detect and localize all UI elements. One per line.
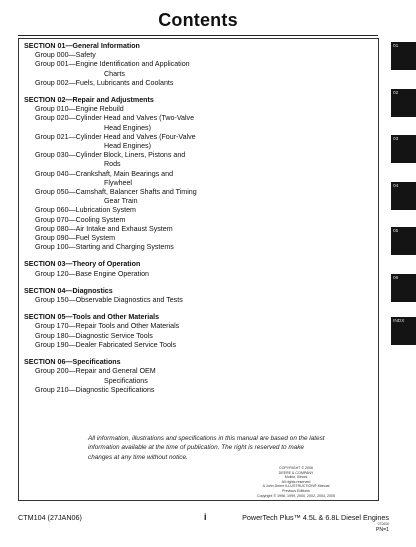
group-title: Cylinder Block, Liners, Pistons and <box>75 151 186 160</box>
group-title: Starting and Charging Systems <box>75 243 174 252</box>
group-number: Group 150— <box>35 296 76 305</box>
group-title: Crankshaft, Main Bearings and <box>75 169 174 178</box>
section-title[interactable]: SECTION 02—Repair and Adjustments <box>24 96 154 105</box>
group-entry[interactable] <box>24 225 354 234</box>
copyright-line: DEERE & COMPANY <box>278 470 314 475</box>
group-title-continued: Rods <box>104 160 121 169</box>
group-number: Group 080— <box>35 224 76 233</box>
manual-title: PowerTech Plus™ 4.5L & 6.8L Diesel Engines <box>242 513 389 522</box>
section-tabs <box>391 42 416 352</box>
group-title: Cooling System <box>75 215 126 224</box>
group-number: Group 200— <box>35 367 76 376</box>
group-title: Diagnostic Specifications <box>75 385 155 394</box>
group-title-continued: Head Engines) <box>104 123 151 132</box>
group-entry[interactable] <box>24 296 354 305</box>
group-title: Fuel System <box>75 234 116 243</box>
group-entry[interactable] <box>24 234 354 243</box>
group-title: Fuels, Lubricants and Coolants <box>75 78 174 87</box>
section-title[interactable]: SECTION 03—Theory of Operation <box>24 260 141 269</box>
copyright-line: Previous Editions <box>282 488 310 493</box>
section-tab[interactable]: INDX <box>391 317 416 345</box>
group-entry[interactable] <box>24 341 354 350</box>
group-title: Observable Diagnostics and Tests <box>75 296 183 305</box>
section-tab[interactable]: 04 <box>391 182 416 210</box>
group-entry[interactable] <box>24 386 354 395</box>
section-tab[interactable]: 01 <box>391 42 416 70</box>
group-number: Group 001— <box>35 60 76 69</box>
group-title: Camshaft, Balancer Shafts and Timing <box>75 188 197 197</box>
group-entry[interactable] <box>24 114 354 123</box>
group-title: Repair Tools and Other Materials <box>75 322 180 331</box>
group-title-continued: Specifications <box>104 376 148 385</box>
group-entry[interactable] <box>24 322 354 331</box>
section-block <box>24 287 354 305</box>
section-tab[interactable]: 06 <box>391 274 416 302</box>
group-title: Dealer Fabricated Service Tools <box>75 340 177 349</box>
group-number: Group 210— <box>35 385 76 394</box>
group-entry[interactable] <box>24 206 354 215</box>
group-title: Safety <box>75 51 96 60</box>
copyright-line: COPYRIGHT © 2006 <box>279 466 313 470</box>
group-title-continued: Head Engines) <box>104 142 151 151</box>
group-number: Group 010— <box>35 105 76 114</box>
section-tab[interactable]: 02 <box>391 89 416 117</box>
section-title[interactable]: SECTION 06—Specifications <box>24 358 121 367</box>
group-number: Group 030— <box>35 151 76 160</box>
group-number: Group 090— <box>35 234 76 243</box>
group-title: Cylinder Head and Valves (Two-Valve <box>75 114 195 123</box>
group-entry[interactable] <box>24 79 354 88</box>
section-tab[interactable]: 05 <box>391 227 416 255</box>
sections-list <box>24 42 354 403</box>
copyright-line: A John Deere ILLUSTRUCTION® Manual <box>262 484 330 489</box>
disclaimer-notice: All information, illustrations and specifications in this manual are based on the latest information available at the time of publication. The right is reserved to make changes at any time without notice. <box>88 435 325 461</box>
group-title: Base Engine Operation <box>75 269 149 278</box>
group-title-continued: Flywheel <box>104 178 132 187</box>
section-tab[interactable]: 03 <box>391 135 416 163</box>
section-block <box>24 358 354 395</box>
group-entry[interactable] <box>24 243 354 252</box>
group-title: Air Intake and Exhaust System <box>75 224 173 233</box>
group-number: Group 020— <box>35 114 76 123</box>
group-title: Lubrication System <box>75 206 136 215</box>
group-number: Group 021— <box>35 132 76 141</box>
group-number: Group 070— <box>35 215 76 224</box>
group-title: Engine Identification and Application <box>75 60 190 69</box>
copyright-block <box>226 466 366 498</box>
group-title: Repair and General OEM <box>75 367 156 376</box>
group-number: Group 180— <box>35 331 76 340</box>
group-number: Group 170— <box>35 322 76 331</box>
group-entry[interactable] <box>24 188 354 197</box>
group-entry[interactable] <box>24 60 354 69</box>
footer-code: 070606 <box>377 522 389 526</box>
section-block <box>24 42 354 88</box>
group-number: Group 100— <box>35 243 76 252</box>
group-number: Group 120— <box>35 269 76 278</box>
group-title-continued: Charts <box>104 69 125 78</box>
group-title: Diagnostic Service Tools <box>75 331 153 340</box>
group-number: Group 040— <box>35 169 76 178</box>
group-entry[interactable] <box>24 367 354 376</box>
page-pn: PN=1 <box>375 527 389 533</box>
group-entry[interactable] <box>24 51 354 60</box>
section-block <box>24 260 354 278</box>
group-number: Group 002— <box>35 78 76 87</box>
group-number: Group 190— <box>35 340 76 349</box>
group-entry[interactable] <box>24 170 354 179</box>
section-title[interactable]: SECTION 04—Diagnostics <box>24 286 113 295</box>
group-number: Group 000— <box>35 51 76 60</box>
copyright-line: All rights reserved <box>281 479 311 484</box>
page-title: Contents <box>158 10 238 30</box>
group-title: Cylinder Head and Valves (Four-Valve <box>75 132 196 141</box>
group-entry[interactable] <box>24 133 354 142</box>
page-number: i <box>204 512 207 522</box>
group-number: Group 050— <box>35 188 76 197</box>
page-footer <box>18 512 389 533</box>
section-title[interactable]: SECTION 01—General Information <box>24 42 140 50</box>
title-divider <box>18 35 378 36</box>
section-block <box>24 313 354 350</box>
group-entry[interactable] <box>24 270 354 279</box>
group-entry[interactable] <box>24 105 354 114</box>
copyright-line: Moline, Illinois <box>284 475 308 480</box>
manual-number: CTM104 (27JAN06) <box>18 513 82 522</box>
group-entry[interactable] <box>24 216 354 225</box>
group-title: Engine Rebuild <box>75 105 124 114</box>
group-entry[interactable] <box>24 151 354 160</box>
group-entry[interactable] <box>24 332 354 341</box>
group-title-continued: Gear Train <box>104 197 138 206</box>
group-number: Group 060— <box>35 206 76 215</box>
copyright-line: Copyright © 1998, 1999, 2000, 2002, 2004, 2005 <box>257 493 335 498</box>
section-block <box>24 96 354 252</box>
section-title[interactable]: SECTION 05—Tools and Other Materials <box>24 313 160 322</box>
